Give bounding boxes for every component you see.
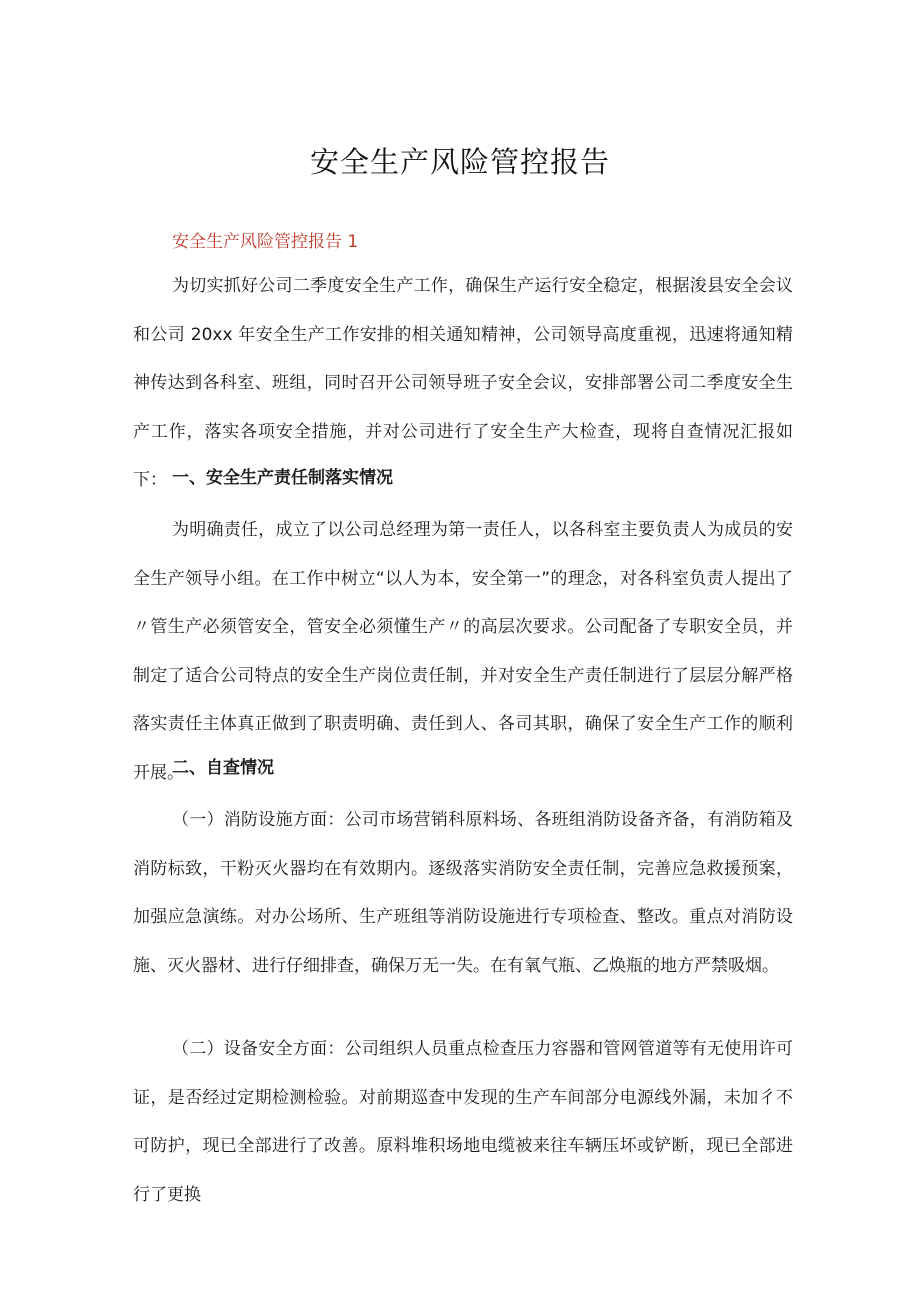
section-1-paragraph: 为明确责任，成立了以公司总经理为第一责任人，以各科室主要负责人为成员的安全生产领导小组。在工作中树立“以人为本，安全第一”的理念，对各科室负责人提出了〃管生产必须管安全，管安全必须懂生产〃的高层次要求。公司配备了专职安全员，并制定了适合公司特点的安全生产岗位责任制，并对安全生产责任制进行了层层分解严格落实责任主体真正做到了职责明确、责任到人、各司其职，确保了安全生产工作的顺利开展。 xyxy=(133,520,793,783)
section-1-heading: 一、安全生产责任制落实情况 xyxy=(172,468,393,488)
fire-facilities-paragraph: （一）消防设施方面：公司市场营销科原料场、各班组消防设备齐备，有消防箱及消防标致，干粉灭火器均在有效期内。逐级落实消防安全责任制，完善应急救援预案，加强应急演练。对办公场所、生产班组等消防设施进行专项检查、整改。重点对消防设施、灭火器材、进行仔细排查，确保万无一失。在有氧气瓶、乙焕瓶的地方严禁吸烟。 xyxy=(133,810,793,976)
equipment-safety-paragraph: （二）设备安全方面：公司组织人员重点检查压力容器和管网管道等有无使用许可证，是否经过定期检测检验。对前期巡查中发现的生产车间部分电源线外漏，未加彳不可防护，现已全部进行了改善。原料堆积场地电缆被来往车辆压坏或铲断，现已全部进行了更换 xyxy=(133,1039,793,1205)
document-title: 安全生产风险管控报告 xyxy=(309,145,610,179)
intro-paragraph: 为切实抓好公司二季度安全生产工作，确保生产运行安全稳定，根据浚县安全会议和公司 20xx 年安全生产工作安排的相关通知精神，公司领导高度重视，迅速将通知精神传达到各科室、班组，同时召开公司领导班子安全会议，安排部署公司二季度安全生产工作，落实各项安全措施，并对公司进行了安全生产大检查，现将自查情况汇报如下： xyxy=(133,276,793,490)
section-2-heading: 二、自查情况 xyxy=(172,758,274,778)
report-subtitle: 安全生产风险管控报告 1 xyxy=(172,232,359,252)
